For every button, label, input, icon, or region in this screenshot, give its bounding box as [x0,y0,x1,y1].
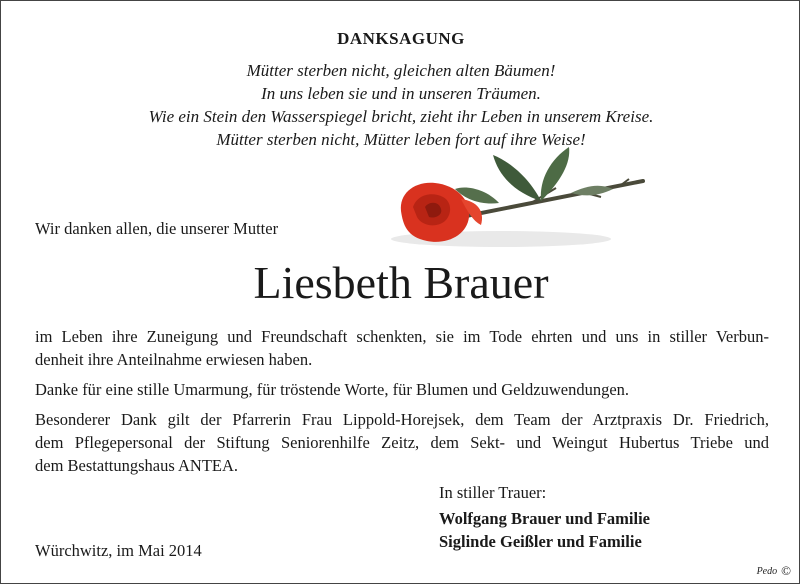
body-line: Besonderer Dank gilt der Pfarrerin Frau Lippold-Horejsek, dem Team der Arztpraxis Dr. Friedrich, [35,410,769,429]
paragraph [35,325,769,371]
poem-line: In uns leben sie und in unseren Träumen. [261,84,541,103]
poem-line: Mütter sterben nicht, gleichen alten Bäumen! [246,61,556,80]
paragraph [35,378,769,401]
deceased-name: Liesbeth Brauer [253,257,549,308]
body-line: dem Bestattungshaus ANTEA. [35,456,239,475]
page-title: DANKSAGUNG [337,29,465,48]
red-rose-icon [381,141,661,261]
signer-name: Wolfgang Brauer und Familie [439,509,651,528]
paragraph [35,408,769,477]
artist-credit [757,563,791,579]
poem [1,59,800,151]
body-line: denheit ihre Anteilnahme erwiesen haben. [35,350,313,369]
credit-label: Pedo [756,565,778,577]
body-line: Danke für eine stille Umarmung, für tröstende Worte, für Blumen und Geldzuwendungen. [35,380,630,399]
body-line: dem Pflegepersonal der Stiftung Seniorenhilfe Zeitz, dem Sekt- und Weingut Hubertus Triebe und [35,433,769,452]
mourning-label: In stiller Trauer: [439,483,547,502]
thanks-body [35,325,769,484]
place-date: Würchwitz, im Mai 2014 [35,541,202,560]
poem-line: Wie ein Stein den Wasserspiegel bricht, zieht ihr Leben in unserem Kreise. [148,107,654,126]
signer-name: Siglinde Geißler und Familie [439,532,642,551]
poem-line: Mütter sterben nicht, Mütter leben fort auf ihre Weise! [216,130,586,149]
copyright-icon: © [781,563,791,578]
body-line: im Leben ihre Zuneigung und Freundschaft schenkten, sie im Tode ehrten und uns in stiller Verbun- [35,327,769,346]
intro-text: Wir danken allen, die unserer Mutter [35,219,279,238]
